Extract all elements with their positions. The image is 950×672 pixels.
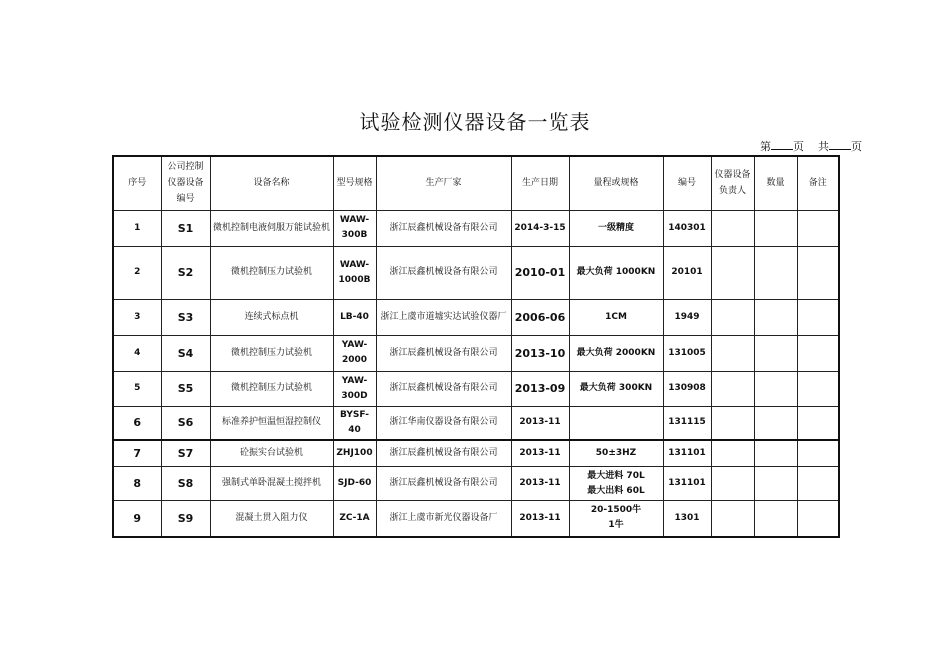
page-label-page2: 页	[851, 140, 862, 153]
manufacturer: 浙江辰鑫机械设备有限公司	[376, 246, 511, 299]
header-cell: 生产厂家	[376, 156, 511, 210]
equipment-name: 微机控制压力试验机	[210, 371, 333, 406]
production-date: 2013-11	[511, 440, 569, 467]
table-header-row	[113, 156, 839, 210]
range-spec: 最大负荷 1000KN	[569, 246, 663, 299]
equipment-code: S5	[161, 371, 210, 406]
header-cell: 仪器设备负责人	[711, 156, 754, 210]
table-row	[113, 335, 839, 371]
page-label-page: 页	[793, 140, 804, 153]
serial-number: 131115	[663, 406, 711, 440]
table-row	[113, 440, 839, 467]
quantity	[754, 246, 797, 299]
remarks	[797, 335, 839, 371]
model-spec: YAW-300D	[333, 371, 376, 406]
responsible-person	[711, 440, 754, 467]
header-cell: 设备名称	[210, 156, 333, 210]
production-date: 2013-11	[511, 501, 569, 537]
production-date: 2013-11	[511, 467, 569, 501]
quantity	[754, 299, 797, 335]
manufacturer: 浙江华南仪器设备有限公司	[376, 406, 511, 440]
equipment-name: 微机控制电液伺服万能试验机	[210, 210, 333, 246]
equipment-code: S8	[161, 467, 210, 501]
remarks	[797, 440, 839, 467]
model-spec: LB-40	[333, 299, 376, 335]
page-total-blank	[829, 140, 851, 150]
range-spec: 一级精度	[569, 210, 663, 246]
quantity	[754, 210, 797, 246]
serial-number: 131101	[663, 440, 711, 467]
row-number: 5	[113, 371, 161, 406]
row-number: 7	[113, 440, 161, 467]
equipment-name: 标准养护恒温恒湿控制仪	[210, 406, 333, 440]
header-cell: 编号	[663, 156, 711, 210]
page-number-blank	[771, 140, 793, 150]
quantity	[754, 501, 797, 537]
document-title: 试验检测仪器设备一览表	[359, 110, 591, 134]
table-row	[113, 371, 839, 406]
page-number-line	[760, 138, 870, 154]
serial-number: 1301	[663, 501, 711, 537]
responsible-person	[711, 299, 754, 335]
manufacturer: 浙江辰鑫机械设备有限公司	[376, 440, 511, 467]
table-row	[113, 501, 839, 537]
responsible-person	[711, 335, 754, 371]
range-spec: 20-1500牛 1牛	[569, 501, 663, 537]
responsible-person	[711, 406, 754, 440]
table-row	[113, 246, 839, 299]
header-cell: 序号	[113, 156, 161, 210]
equipment-code: S1	[161, 210, 210, 246]
manufacturer: 浙江辰鑫机械设备有限公司	[376, 210, 511, 246]
remarks	[797, 210, 839, 246]
equipment-name: 砼振实台试验机	[210, 440, 333, 467]
table-row	[113, 467, 839, 501]
quantity	[754, 440, 797, 467]
header-cell: 数量	[754, 156, 797, 210]
row-number: 2	[113, 246, 161, 299]
serial-number: 20101	[663, 246, 711, 299]
range-spec: 1CM	[569, 299, 663, 335]
production-date: 2013-11	[511, 406, 569, 440]
quantity	[754, 335, 797, 371]
quantity	[754, 406, 797, 440]
manufacturer: 浙江辰鑫机械设备有限公司	[376, 467, 511, 501]
responsible-person	[711, 210, 754, 246]
range-spec: 最大负荷 300KN	[569, 371, 663, 406]
production-date: 2013-09	[511, 371, 569, 406]
responsible-person	[711, 246, 754, 299]
remarks	[797, 406, 839, 440]
range-spec	[569, 406, 663, 440]
model-spec: SJD-60	[333, 467, 376, 501]
table-row	[113, 210, 839, 246]
model-spec: WAW-300B	[333, 210, 376, 246]
manufacturer: 浙江上虞市道墟实达试验仪器厂	[376, 299, 511, 335]
range-spec: 50±3HZ	[569, 440, 663, 467]
remarks	[797, 467, 839, 501]
equipment-code: S9	[161, 501, 210, 537]
production-date: 2014-3-15	[511, 210, 569, 246]
table-row	[113, 299, 839, 335]
remarks	[797, 299, 839, 335]
range-spec: 最大进料 70L 最大出料 60L	[569, 467, 663, 501]
manufacturer: 浙江辰鑫机械设备有限公司	[376, 335, 511, 371]
model-spec: BYSF-40	[333, 406, 376, 440]
equipment-code: S6	[161, 406, 210, 440]
manufacturer: 浙江上虞市新光仪器设备厂	[376, 501, 511, 537]
header-cell: 备注	[797, 156, 839, 210]
page-label-total: 共	[818, 140, 829, 153]
equipment-code: S7	[161, 440, 210, 467]
quantity	[754, 371, 797, 406]
production-date: 2013-10	[511, 335, 569, 371]
quantity	[754, 467, 797, 501]
model-spec: YAW-2000	[333, 335, 376, 371]
equipment-code: S4	[161, 335, 210, 371]
serial-number: 130908	[663, 371, 711, 406]
serial-number: 131101	[663, 467, 711, 501]
row-number: 1	[113, 210, 161, 246]
equipment-code: S3	[161, 299, 210, 335]
row-number: 9	[113, 501, 161, 537]
equipment-name: 连续式标点机	[210, 299, 333, 335]
responsible-person	[711, 501, 754, 537]
equipment-table	[112, 155, 840, 538]
model-spec: WAW-1000B	[333, 246, 376, 299]
header-cell: 公司控制仪器设备编号	[161, 156, 210, 210]
equipment-code: S2	[161, 246, 210, 299]
model-spec: ZHJ100	[333, 440, 376, 467]
header-cell: 生产日期	[511, 156, 569, 210]
serial-number: 140301	[663, 210, 711, 246]
page-label-prefix: 第	[760, 140, 771, 153]
serial-number: 1949	[663, 299, 711, 335]
table-row	[113, 406, 839, 440]
equipment-name: 混凝土贯入阻力仪	[210, 501, 333, 537]
remarks	[797, 501, 839, 537]
row-number: 8	[113, 467, 161, 501]
serial-number: 131005	[663, 335, 711, 371]
manufacturer: 浙江辰鑫机械设备有限公司	[376, 371, 511, 406]
range-spec: 最大负荷 2000KN	[569, 335, 663, 371]
row-number: 3	[113, 299, 161, 335]
responsible-person	[711, 371, 754, 406]
header-cell: 型号规格	[333, 156, 376, 210]
production-date: 2010-01	[511, 246, 569, 299]
equipment-name: 微机控制压力试验机	[210, 335, 333, 371]
production-date: 2006-06	[511, 299, 569, 335]
model-spec: ZC-1A	[333, 501, 376, 537]
equipment-name: 微机控制压力试验机	[210, 246, 333, 299]
remarks	[797, 371, 839, 406]
row-number: 6	[113, 406, 161, 440]
row-number: 4	[113, 335, 161, 371]
responsible-person	[711, 467, 754, 501]
header-cell: 量程或规格	[569, 156, 663, 210]
remarks	[797, 246, 839, 299]
equipment-name: 强制式单卧混凝土搅拌机	[210, 467, 333, 501]
